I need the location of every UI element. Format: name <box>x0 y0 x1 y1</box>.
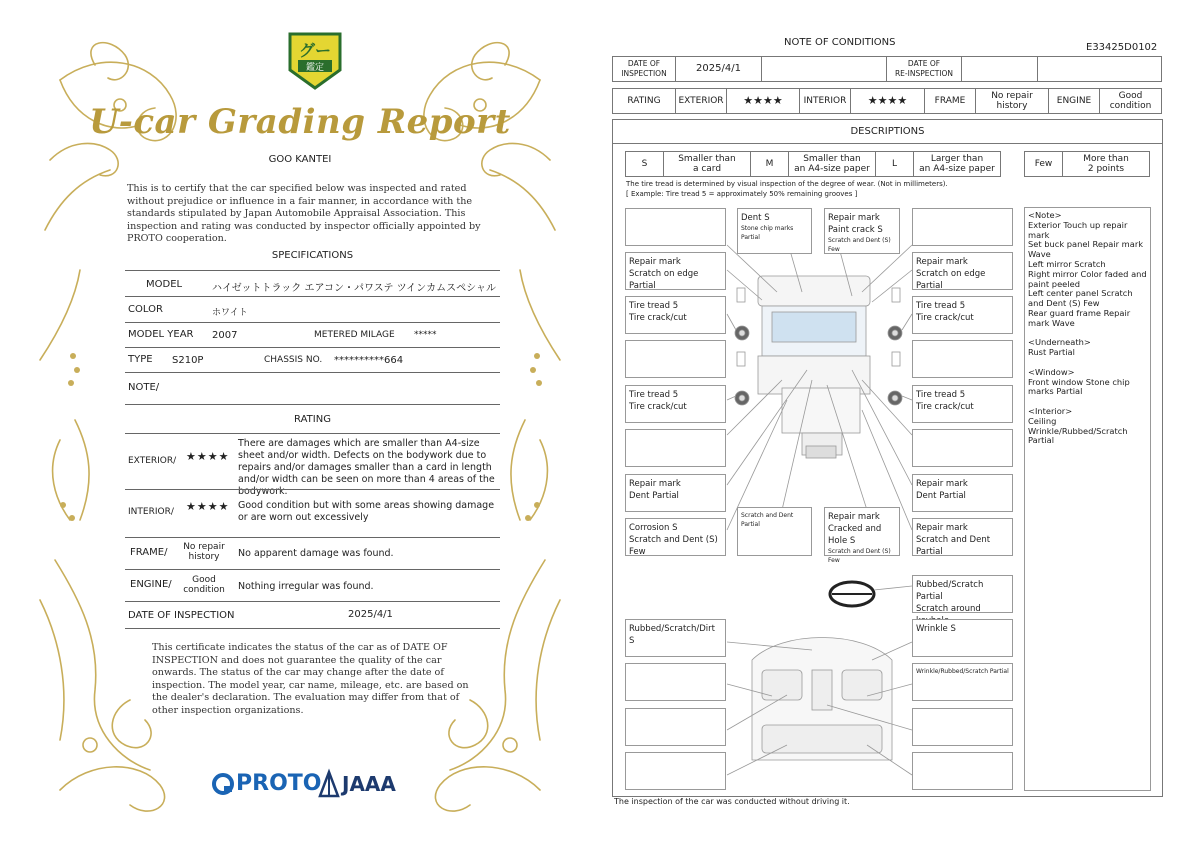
engine-label: ENGINE <box>1048 88 1100 114</box>
box-text: Repair mark <box>916 479 968 489</box>
date-blank-cell <box>761 56 887 82</box>
box-text: Dent Partial <box>916 491 966 501</box>
note-line: Rear guard frame Repair mark Wave <box>1028 307 1131 328</box>
type-label: TYPE <box>128 354 153 365</box>
box-text: Tire tread 5 <box>916 390 966 400</box>
box-left-front-fender <box>625 252 726 290</box>
box-text: Wrinkle S <box>916 624 956 634</box>
box-empty <box>912 708 1013 746</box>
box-ceiling <box>625 619 726 657</box>
interior-stars: ★★★★ <box>850 88 925 114</box>
box-empty <box>912 752 1013 790</box>
box-text: Tire crack/cut <box>629 313 687 323</box>
note-line: Wrinkle/Rubbed/Scratch Partial <box>1028 425 1128 446</box>
rating-heading: RATING <box>294 414 331 425</box>
divider <box>125 372 500 373</box>
note-line: Rust Partial <box>1028 347 1075 358</box>
goo-kantei-badge <box>286 30 344 92</box>
box-text: Stone chip marks Partial <box>741 225 794 241</box>
tire-note-line2: [ Example: Tire tread 5 = approximately 50% remaining grooves ] <box>626 190 858 198</box>
type-value: S210P <box>172 355 204 366</box>
box-text: Repair mark <box>629 479 681 489</box>
interior-label: INTERIOR <box>799 88 851 114</box>
divider <box>125 489 500 490</box>
descriptions-heading: DESCRIPTIONS <box>850 126 925 137</box>
box-dashboard <box>912 619 1013 657</box>
box-text: Dent Partial <box>629 491 679 501</box>
divider <box>125 296 500 297</box>
exterior-description: There are damages which are smaller than A4-size sheet and/or width. Defects on the bodywork due to repairs and/or damages smaller than a card in length and/or width can be seen on more than 4 areas of the bodywork. <box>238 438 495 497</box>
date-inspection-value: 2025/4/1 <box>675 56 762 82</box>
box-text: Corrosion S <box>629 523 678 533</box>
legend-m-desc-line1: Smaller than <box>803 154 861 164</box>
box-text: Scratch on edge Partial <box>916 269 986 291</box>
date-reinspection-label-line2: RE-INSPECTION <box>894 69 954 78</box>
date-reinspection-label-line1: DATE OF <box>907 59 941 68</box>
jaaa-brand: JAAA <box>342 772 396 796</box>
color-label: COLOR <box>128 304 163 315</box>
date-inspection-label-line1: DATE OF <box>627 59 661 68</box>
mileage-value: ***** <box>414 330 437 340</box>
box-front-dent <box>737 208 812 254</box>
inspection-date-value: 2025/4/1 <box>348 609 393 620</box>
box-text: Tire crack/cut <box>916 402 974 412</box>
divider <box>125 347 500 348</box>
proto-logo-icon <box>212 772 236 796</box>
legend-m: M <box>750 151 789 177</box>
frame-description: No apparent damage was found. <box>238 548 394 559</box>
notes-footer: The inspection of the car was conducted without driving it. <box>614 797 850 806</box>
box-text: Repair mark <box>916 257 968 267</box>
interior-label: INTERIOR/ <box>128 507 174 517</box>
model-label: MODEL <box>146 279 183 290</box>
box-text: Dent S <box>741 213 770 223</box>
tire-note-line1: The tire tread is determined by visual inspection of the degree of wear. (Not in millimeters). <box>626 180 948 188</box>
box-rear-scratch <box>737 507 812 556</box>
box-right-rear-tire <box>912 385 1013 423</box>
document-id: E33425D0102 <box>1086 42 1158 53</box>
jaaa-logo-icon <box>318 770 340 798</box>
engine-value <box>176 575 232 595</box>
frame-value <box>975 88 1049 114</box>
box-left-front-tire <box>625 296 726 334</box>
note-label: NOTE/ <box>128 382 160 393</box>
box-empty <box>625 752 726 790</box>
box-rear-crack <box>824 507 900 564</box>
date-reinspection-value <box>961 56 1038 82</box>
box-right-rear-bed <box>912 518 1013 556</box>
box-empty <box>912 429 1013 467</box>
legend-more-line2: 2 points <box>1087 164 1125 174</box>
inspection-date-label: DATE OF INSPECTION <box>128 610 235 621</box>
engine-value-line2: condition <box>183 585 225 595</box>
legend-s-desc-line2: a card <box>692 164 722 174</box>
box-steering <box>912 575 1013 613</box>
box-empty <box>625 340 726 378</box>
specifications-heading: SPECIFICATIONS <box>271 250 354 261</box>
rating-label: RATING <box>612 88 676 114</box>
box-empty <box>625 429 726 467</box>
frame-value-line2: history <box>188 552 220 562</box>
divider <box>612 143 1163 144</box>
box-empty <box>912 208 1013 246</box>
report-subtitle: GOO KANTEI <box>268 154 332 165</box>
divider <box>125 601 500 602</box>
exterior-label: EXTERIOR/ <box>128 456 177 466</box>
interior-stars: ★★★★ <box>186 500 230 513</box>
legend-more-line1: More than <box>1083 154 1129 164</box>
model-value: ハイゼットトラック エアコン・パワステ ツインカムスペシャル <box>212 283 496 294</box>
note-line: <Interior> <box>1028 405 1073 416</box>
engine-description: Nothing irregular was found. <box>238 581 374 592</box>
exterior-label: EXTERIOR <box>675 88 727 114</box>
box-text: Tire tread 5 <box>629 301 679 311</box>
exterior-stars: ★★★★ <box>726 88 800 114</box>
note-line: Exterior Touch up repair mark <box>1028 219 1128 240</box>
box-text: Paint crack S <box>828 225 883 235</box>
date-inspection-label <box>612 56 676 82</box>
frame-label: FRAME <box>924 88 976 114</box>
box-front-paint <box>824 208 900 254</box>
chassis-value: **********664 <box>334 355 404 366</box>
report-title: U-car Grading Report <box>89 102 511 142</box>
legend-s: S <box>625 151 664 177</box>
legend-more <box>1062 151 1150 177</box>
box-text: Rubbed/Scratch/Dirt S <box>629 624 715 646</box>
model-year-label: MODEL YEAR <box>128 329 194 340</box>
box-left-rear-tire <box>625 385 726 423</box>
box-text: Tire crack/cut <box>629 402 687 412</box>
model-year-value: 2007 <box>212 330 238 341</box>
legend-l-desc-line1: Larger than <box>930 154 984 164</box>
mileage-label: METERED MILAGE <box>314 330 395 340</box>
notes-title: NOTE OF CONDITIONS <box>784 37 896 48</box>
box-empty <box>625 663 726 701</box>
legend-s-desc-line1: Smaller than <box>678 154 736 164</box>
box-empty <box>625 708 726 746</box>
chassis-label: CHASSIS NO. <box>264 355 323 365</box>
box-seat <box>912 663 1013 701</box>
frame-value-line1: No repair <box>183 542 225 552</box>
box-right-front-fender <box>912 252 1013 290</box>
box-text: Rubbed/Scratch Partial <box>916 580 984 602</box>
box-empty <box>912 340 1013 378</box>
note-line: Right mirror Color faded and paint peeled <box>1028 268 1147 289</box>
note-line: Left center panel Scratch and Dent (S) Few <box>1028 288 1133 309</box>
box-text: Repair mark <box>916 523 968 533</box>
legend-m-desc-line2: an A4-size paper <box>794 164 870 174</box>
box-text: Tire tread 5 <box>916 301 966 311</box>
engine-value <box>1099 88 1162 114</box>
note-line: Left mirror Scratch <box>1028 258 1106 269</box>
note-line: <Note> <box>1028 210 1062 220</box>
box-text: Repair mark <box>629 257 681 267</box>
divider <box>125 322 500 323</box>
box-text: Tire tread 5 <box>629 390 679 400</box>
box-text: Scratch and Dent (S) Few <box>629 535 718 557</box>
box-text: Scratch and Dent (S) Few <box>828 237 891 253</box>
interior-description: Good condition but with some areas showing damage or are worn out excessively <box>238 500 495 523</box>
frame-label: FRAME/ <box>130 547 168 558</box>
exterior-stars: ★★★★ <box>186 450 230 463</box>
note-panel <box>1024 207 1151 791</box>
note-line: Ceiling <box>1028 415 1057 426</box>
legend-l: L <box>875 151 914 177</box>
legend-l-desc-line2: an A4-size paper <box>919 164 995 174</box>
box-text: Repair mark <box>828 213 880 223</box>
box-text: Scratch and Dent Partial <box>741 512 794 528</box>
date-inspection-label-line2: INSPECTION <box>621 69 667 78</box>
box-right-front-tire <box>912 296 1013 334</box>
note-line: <Underneath> <box>1028 337 1091 348</box>
divider <box>125 404 500 405</box>
box-text: Tire crack/cut <box>916 313 974 323</box>
note-line: Set buck panel Repair mark Wave <box>1028 239 1144 260</box>
box-left-rear-panel <box>625 474 726 512</box>
legend-l-desc <box>913 151 1001 177</box>
engine-label: ENGINE/ <box>130 579 172 590</box>
certification-text: This is to certify that the car specified below was inspected and rated without prejudice or influence in a fair manner, in accordance with the standards stipulated by Japan Automobile Appraisal Association. This inspection and rating was conducted by inspector officially appointed by PROTO cooperation. <box>127 183 481 245</box>
legend-few: Few <box>1024 151 1063 177</box>
divider <box>125 433 500 434</box>
frame-value <box>176 542 232 562</box>
frame-value-line1: No repair <box>991 91 1033 101</box>
box-text: Scratch on edge Partial <box>629 269 699 291</box>
engine-value-line2: condition <box>1109 101 1152 111</box>
frame-value-line2: history <box>996 101 1028 111</box>
box-corrosion <box>625 518 726 556</box>
box-empty <box>625 208 726 246</box>
color-value: ホワイト <box>212 308 248 318</box>
engine-value-line1: Good <box>1118 91 1143 101</box>
legend-s-desc <box>663 151 751 177</box>
box-text: Wrinkle/Rubbed/Scratch Partial <box>916 668 1009 675</box>
legend-m-desc <box>788 151 876 177</box>
box-text: Repair mark <box>828 512 880 522</box>
box-text: Cracked and Hole S <box>828 524 882 546</box>
box-text: Scratch and Dent Partial <box>916 535 991 557</box>
divider <box>125 537 500 538</box>
note-line: Front window Stone chip marks Partial <box>1028 376 1130 397</box>
box-right-rear-panel <box>912 474 1013 512</box>
divider <box>125 270 500 271</box>
svg-text:グー: グー <box>298 41 332 60</box>
proto-brand: PROTO <box>236 771 322 796</box>
divider <box>125 569 500 570</box>
engine-value-line1: Good <box>192 575 216 585</box>
divider <box>125 628 500 629</box>
box-text: Scratch and Dent (S) Few <box>828 548 891 564</box>
note-line: <Window> <box>1028 366 1075 377</box>
date-reinspection-label <box>886 56 962 82</box>
certificate-disclaimer: This certificate indicates the status of the car as of DATE OF INSPECTION and does not guarantee the quality of the car onwards. The status of the car may change after the date of inspection. The model year, car name, mileage, etc. are based on the dealer's declaration. The evaluation may differ from that of other inspection organizations. <box>152 642 469 716</box>
svg-text:鑑定: 鑑定 <box>305 63 325 73</box>
box-text: Scratch around <box>916 604 981 614</box>
